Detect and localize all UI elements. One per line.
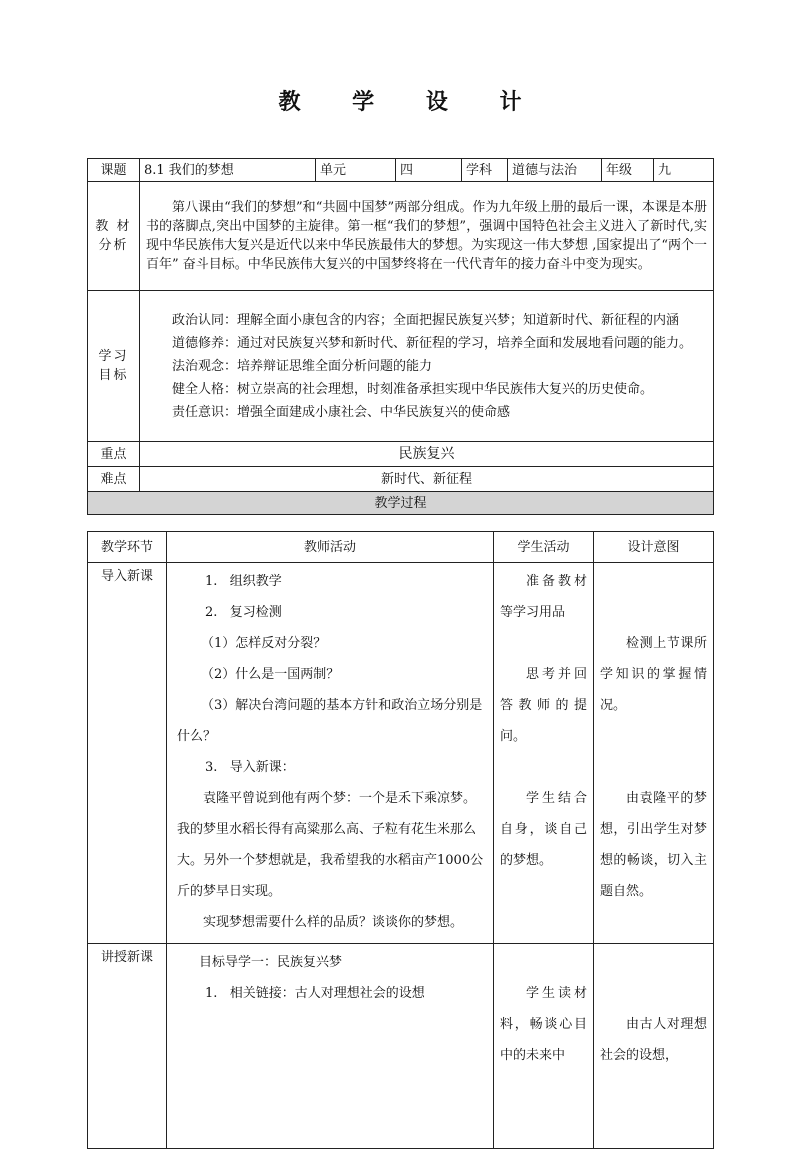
intro-question-1: （1）怎样反对分裂？ (201, 636, 327, 651)
material-label: 教 材 分析 (88, 182, 140, 291)
design-intent-intro (594, 563, 714, 944)
stage-lecture: 讲授新课 (88, 944, 167, 1149)
grade-value: 九 (654, 159, 714, 182)
intro-item-1: 1. 组织教学 (205, 574, 282, 589)
header-intent: 设计意图 (594, 532, 714, 563)
lecture-item-1: 1. 相关链接：古人对理想社会的设想 (205, 986, 425, 1001)
goal-law: 法治观念：培养辩证思维全面分析问题的能力 (172, 358, 433, 374)
difficult-value: 新时代、新征程 (140, 467, 714, 492)
table-row (88, 563, 714, 944)
intro-item-2: 2. 复习检测 (205, 605, 282, 620)
design-intent-lecture (594, 944, 714, 1149)
page-title: 教 学 设 计 (278, 89, 544, 115)
goal-responsibility: 责任意识：增强全面建成小康社会、中华民族复兴的使命感 (172, 404, 511, 420)
student-read: 学生读材料，畅谈心目中的未来中 (500, 986, 587, 1063)
goal-personality: 健全人格：树立崇高的社会理想，时刻准备承担实现中华民族伟大复兴的历史使命。 (172, 381, 654, 397)
unit-value: 四 (396, 159, 462, 182)
teacher-activity-intro (167, 563, 494, 944)
difficult-label: 难点 (88, 467, 140, 492)
subject-label: 学科 (462, 159, 508, 182)
topic-value: 8.1 我们的梦想 (140, 159, 316, 182)
stage-intro: 导入新课 (88, 563, 167, 944)
student-answer: 思考并回答教师的提问。 (500, 667, 587, 744)
goals-label: 学习 目标 (88, 291, 140, 442)
unit-label: 单元 (316, 159, 396, 182)
intent-review: 检测上节课所学知识的掌握情况。 (600, 636, 707, 713)
lesson-info-table (87, 158, 714, 515)
intent-dream: 由袁隆平的梦想，引出学生对梦想的畅谈，切入主题自然。 (600, 791, 707, 899)
intro-paragraph: 袁隆平曾说到他有两个梦：一个是禾下乘凉梦。我的梦里水稻长得有高粱那么高、子粒有花生米那么大。另外一个梦想就是，我希望我的水稻亩产1000公斤的梦早日实现。 (177, 791, 484, 899)
intro-question-dream: 实现梦想需要什么样的品质？谈谈你的梦想。 (203, 915, 464, 930)
table-row (88, 944, 714, 1149)
learning-goals (140, 291, 714, 442)
intent-ancient: 由古人对理想社会的设想， (600, 1017, 707, 1063)
key-label: 重点 (88, 442, 140, 467)
intro-question-3: （3）解决台湾问题的基本方针和政治立场分别是什么？ (177, 698, 483, 744)
student-activity-intro (494, 563, 594, 944)
teaching-process-table (87, 531, 714, 1149)
header-stage: 教学环节 (88, 532, 167, 563)
student-share: 学生结合自身，谈自己的梦想。 (500, 791, 587, 868)
header-teacher: 教师活动 (167, 532, 494, 563)
goal-morality: 道德修养：通过对民族复兴梦和新时代、新征程的学习，培养全面和发展地看问题的能力。 (172, 335, 693, 351)
intro-item-3: 3. 导入新课： (205, 760, 295, 775)
topic-label: 课题 (88, 159, 140, 182)
lecture-target: 目标导学一：民族复兴梦 (199, 955, 343, 970)
header-student: 学生活动 (494, 532, 594, 563)
student-prepare: 准备教材等学习用品 (500, 574, 587, 620)
key-value: 民族复兴 (140, 442, 714, 467)
student-activity-lecture (494, 944, 594, 1149)
teacher-activity-lecture (167, 944, 494, 1149)
material-analysis: 第八课由“我们的梦想”和“共圆中国梦”两部分组成。作为九年级上册的最后一课，本课是本册书的落脚点,突出中国梦的主旋律。第一框“我们的梦想”，强调中国特色社会主义进入了新时代,实现中华民族伟大复兴是近代以来中华民族最伟大的梦想。为实现这一伟大梦想 ,国家提出了“两个一百年” 奋斗目标。中华民族伟大复兴的中国梦终将在一代代青年的接力奋斗中变为现实。 (140, 182, 714, 291)
subject-value: 道德与法治 (508, 159, 602, 182)
intro-question-2: （2）什么是一国两制？ (201, 667, 340, 682)
process-title: 教学过程 (88, 492, 714, 515)
goal-politics: 政治认同：理解全面小康包含的内容；全面把握民族复兴梦；知道新时代、新征程的内涵 (172, 312, 680, 328)
grade-label: 年级 (602, 159, 654, 182)
